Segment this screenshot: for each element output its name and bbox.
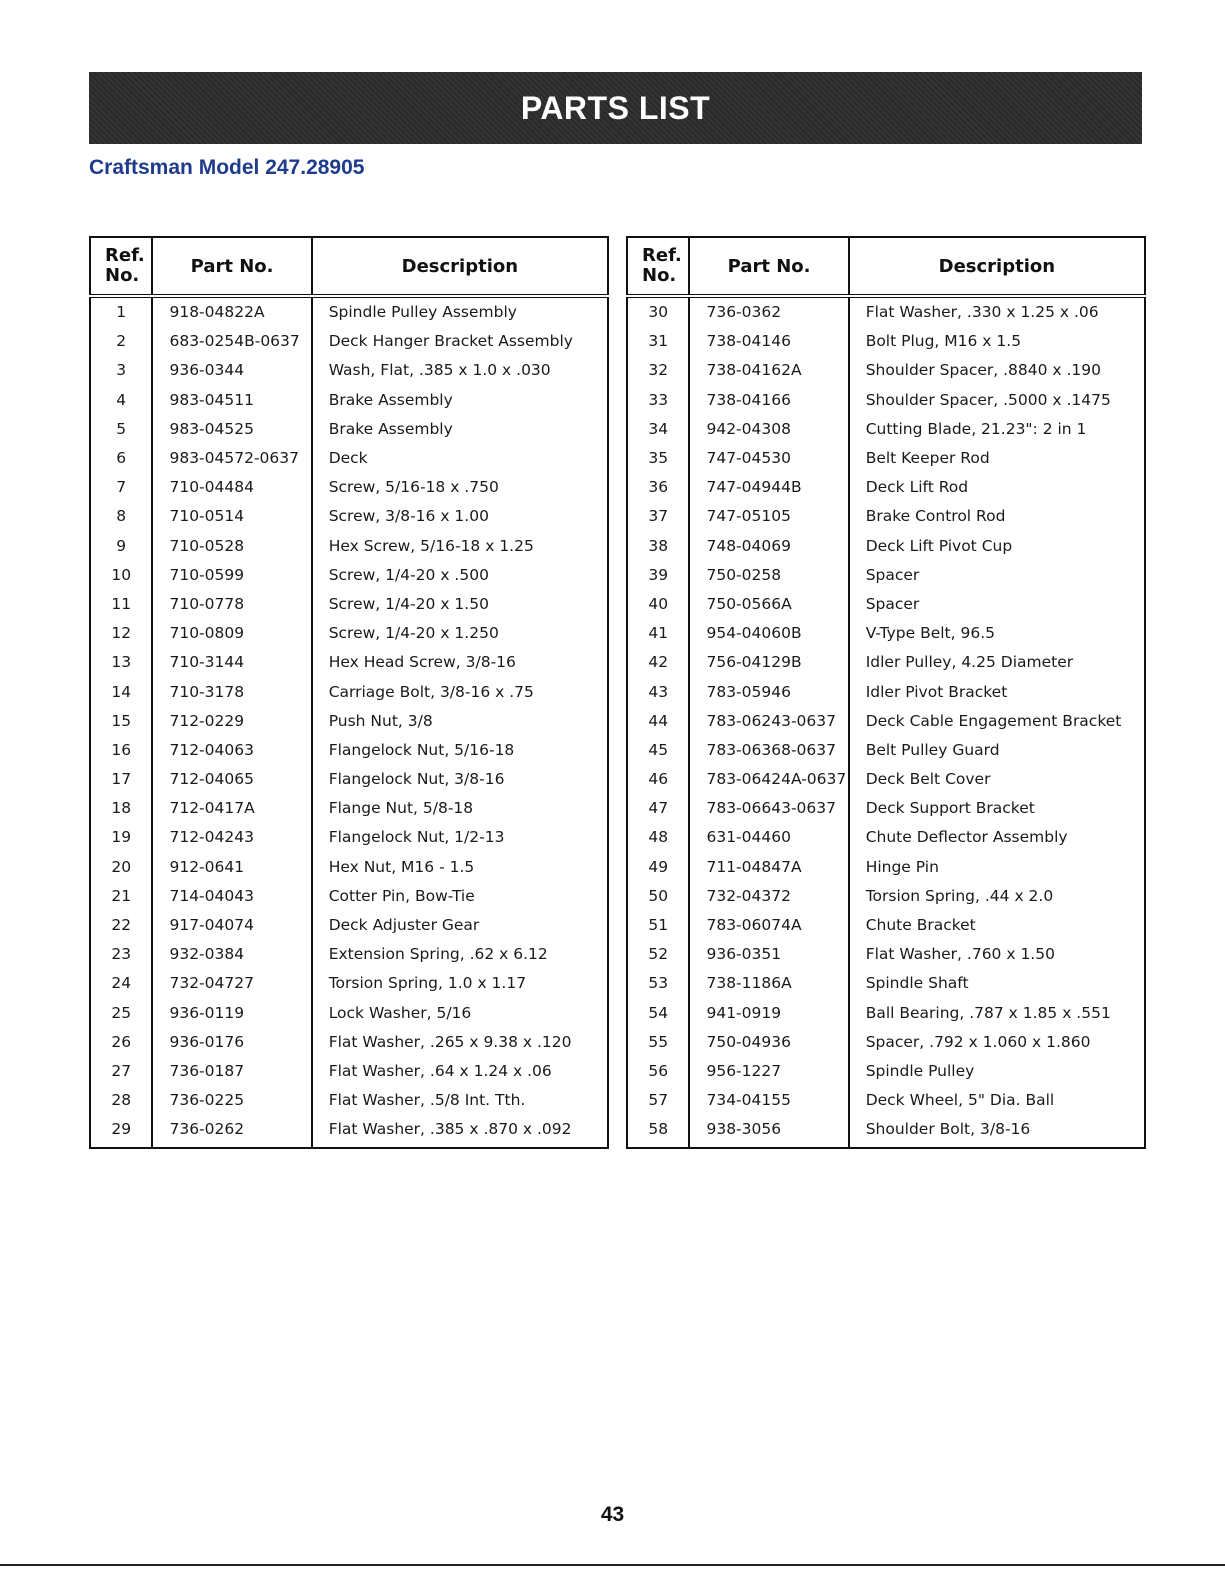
table-row — [627, 386, 1145, 415]
table-row — [627, 1028, 1145, 1057]
description-cell: Wash, Flat, .385 x 1.0 x .030 — [312, 356, 608, 385]
table-row — [90, 882, 608, 911]
ref-no-cell: 54 — [648, 1003, 669, 1022]
table-row — [90, 296, 608, 327]
part-no-cell: 936-0344 — [152, 356, 311, 385]
part-no-cell: 912-0641 — [152, 853, 311, 882]
ref-no-cell: 45 — [648, 740, 669, 759]
description-cell: Flat Washer, .5/8 Int. Tth. — [312, 1086, 608, 1115]
table-row — [90, 444, 608, 473]
part-no-cell: 783-06643-0637 — [689, 794, 848, 823]
description-cell: Flat Washer, .330 x 1.25 x .06 — [849, 296, 1145, 327]
part-no-header: Part No. — [152, 237, 311, 296]
description-cell: Flangelock Nut, 5/16-18 — [312, 736, 608, 765]
table-row — [90, 415, 608, 444]
table-row — [627, 1115, 1145, 1148]
description-cell: Brake Assembly — [312, 415, 608, 444]
description-cell: Flat Washer, .64 x 1.24 x .06 — [312, 1057, 608, 1086]
part-no-cell: 732-04727 — [152, 969, 311, 998]
part-no-cell: 710-0778 — [152, 590, 311, 619]
ref-no-cell: 44 — [648, 711, 669, 730]
description-cell: Flangelock Nut, 1/2-13 — [312, 823, 608, 852]
table-row — [90, 473, 608, 502]
description-cell: Deck Lift Rod — [849, 473, 1145, 502]
ref-no-cell: 6 — [116, 449, 127, 468]
ref-no-cell: 8 — [116, 507, 127, 526]
part-no-cell: 932-0384 — [152, 940, 311, 969]
table-row — [627, 532, 1145, 561]
ref-no-header: Ref. No. — [627, 237, 689, 296]
part-no-cell: 738-1186A — [689, 969, 848, 998]
description-cell: Spindle Pulley Assembly — [312, 296, 608, 327]
description-cell: Torsion Spring, 1.0 x 1.17 — [312, 969, 608, 998]
table-row — [90, 999, 608, 1028]
table-header-row — [90, 237, 608, 296]
part-no-cell: 736-0225 — [152, 1086, 311, 1115]
ref-no-cell: 46 — [648, 770, 669, 789]
part-no-cell: 711-04847A — [689, 853, 848, 882]
description-cell: Idler Pulley, 4.25 Diameter — [849, 648, 1145, 677]
description-cell: Extension Spring, .62 x 6.12 — [312, 940, 608, 969]
part-no-cell: 917-04074 — [152, 911, 311, 940]
table-row — [90, 1057, 608, 1086]
ref-no-cell: 32 — [648, 361, 669, 380]
part-no-cell: 941-0919 — [689, 999, 848, 1028]
description-cell: Chute Deflector Assembly — [849, 823, 1145, 852]
description-cell: Spacer — [849, 590, 1145, 619]
table-row — [627, 911, 1145, 940]
part-no-cell: 747-04530 — [689, 444, 848, 473]
ref-no-cell: 36 — [648, 478, 669, 497]
part-no-cell: 983-04511 — [152, 386, 311, 415]
description-cell: Deck Wheel, 5" Dia. Ball — [849, 1086, 1145, 1115]
description-cell: Deck Support Bracket — [849, 794, 1145, 823]
table-row — [90, 1086, 608, 1115]
part-no-cell: 783-06368-0637 — [689, 736, 848, 765]
description-cell: Brake Control Rod — [849, 502, 1145, 531]
table-row — [627, 736, 1145, 765]
ref-no-cell: 1 — [116, 303, 127, 322]
description-cell: Spindle Shaft — [849, 969, 1145, 998]
ref-no-cell: 38 — [648, 536, 669, 555]
part-no-cell: 983-04572-0637 — [152, 444, 311, 473]
table-row — [627, 794, 1145, 823]
part-no-cell: 956-1227 — [689, 1057, 848, 1086]
table-row — [90, 386, 608, 415]
table-row — [90, 502, 608, 531]
description-cell: Screw, 1/4-20 x .500 — [312, 561, 608, 590]
table-row — [627, 853, 1145, 882]
part-no-cell: 710-04484 — [152, 473, 311, 502]
ref-no-cell: 17 — [111, 770, 132, 789]
part-no-cell: 712-04063 — [152, 736, 311, 765]
table-row — [627, 296, 1145, 327]
description-cell: Hex Head Screw, 3/8-16 — [312, 648, 608, 677]
description-cell: Hex Screw, 5/16-18 x 1.25 — [312, 532, 608, 561]
page-title: PARTS LIST — [520, 89, 711, 126]
part-no-cell: 712-04065 — [152, 765, 311, 794]
ref-no-cell: 48 — [648, 828, 669, 847]
description-cell: Flange Nut, 5/8-18 — [312, 794, 608, 823]
table-row — [627, 356, 1145, 385]
description-cell: Flangelock Nut, 3/8-16 — [312, 765, 608, 794]
description-cell: Chute Bracket — [849, 911, 1145, 940]
part-no-cell: 936-0176 — [152, 1028, 311, 1057]
ref-no-cell: 7 — [116, 478, 127, 497]
part-no-cell: 942-04308 — [689, 415, 848, 444]
part-no-cell: 712-04243 — [152, 823, 311, 852]
description-cell: Belt Pulley Guard — [849, 736, 1145, 765]
part-no-cell: 983-04525 — [152, 415, 311, 444]
ref-no-cell: 22 — [111, 916, 132, 935]
description-cell: Screw, 1/4-20 x 1.250 — [312, 619, 608, 648]
part-no-cell: 683-0254B-0637 — [152, 327, 311, 356]
description-cell: Brake Assembly — [312, 386, 608, 415]
part-no-cell: 783-06074A — [689, 911, 848, 940]
table-row — [627, 765, 1145, 794]
table-row — [90, 794, 608, 823]
ref-no-cell: 23 — [111, 945, 132, 964]
description-cell: Deck Cable Engagement Bracket — [849, 707, 1145, 736]
table-row — [627, 648, 1145, 677]
table-row — [627, 1086, 1145, 1115]
part-no-cell: 736-0362 — [689, 296, 848, 327]
ref-no-cell: 57 — [648, 1091, 669, 1110]
description-cell: Idler Pivot Bracket — [849, 677, 1145, 706]
table-row — [90, 532, 608, 561]
description-cell: Spacer — [849, 561, 1145, 590]
ref-no-cell: 33 — [648, 390, 669, 409]
description-cell: Flat Washer, .760 x 1.50 — [849, 940, 1145, 969]
title-banner — [89, 72, 1142, 144]
ref-no-cell: 3 — [116, 361, 127, 380]
description-cell: Push Nut, 3/8 — [312, 707, 608, 736]
table-row — [90, 707, 608, 736]
description-header: Description — [849, 237, 1145, 296]
description-cell: Hinge Pin — [849, 853, 1145, 882]
ref-no-cell: 5 — [116, 419, 127, 438]
table-row — [627, 882, 1145, 911]
ref-no-cell: 55 — [648, 1032, 669, 1051]
description-cell: Deck Adjuster Gear — [312, 911, 608, 940]
table-row — [90, 1115, 608, 1148]
ref-no-cell: 10 — [111, 565, 132, 584]
part-no-cell: 738-04166 — [689, 386, 848, 415]
table-row — [90, 356, 608, 385]
table-row — [627, 561, 1145, 590]
page-number: 43 — [600, 1503, 625, 1526]
description-header: Description — [312, 237, 608, 296]
description-cell: Cutting Blade, 21.23": 2 in 1 — [849, 415, 1145, 444]
description-cell: Deck — [312, 444, 608, 473]
part-no-cell: 710-0599 — [152, 561, 311, 590]
table-body — [90, 296, 608, 1148]
ref-no-cell: 58 — [648, 1120, 669, 1139]
description-cell: Ball Bearing, .787 x 1.85 x .551 — [849, 999, 1145, 1028]
ref-no-cell: 26 — [111, 1032, 132, 1051]
ref-no-cell: 41 — [648, 624, 669, 643]
part-no-cell: 710-3144 — [152, 648, 311, 677]
part-no-cell: 750-0566A — [689, 590, 848, 619]
ref-no-cell: 20 — [111, 857, 132, 876]
table-row — [90, 1028, 608, 1057]
table-row — [90, 677, 608, 706]
description-cell: Spacer, .792 x 1.060 x 1.860 — [849, 1028, 1145, 1057]
table-row — [90, 765, 608, 794]
ref-no-cell: 16 — [111, 740, 132, 759]
ref-no-cell: 15 — [111, 711, 132, 730]
part-no-cell: 710-0528 — [152, 532, 311, 561]
ref-no-cell: 42 — [648, 653, 669, 672]
part-no-cell: 756-04129B — [689, 648, 848, 677]
description-cell: Screw, 3/8-16 x 1.00 — [312, 502, 608, 531]
ref-no-cell: 12 — [111, 624, 132, 643]
ref-no-cell: 40 — [648, 594, 669, 613]
table-row — [627, 940, 1145, 969]
table-row — [90, 940, 608, 969]
description-cell: Screw, 5/16-18 x .750 — [312, 473, 608, 502]
ref-no-cell: 51 — [648, 916, 669, 935]
part-no-cell: 712-0229 — [152, 707, 311, 736]
table-row — [627, 444, 1145, 473]
ref-no-cell: 24 — [111, 974, 132, 993]
table-row — [627, 677, 1145, 706]
ref-no-cell: 34 — [648, 419, 669, 438]
ref-no-cell: 18 — [111, 799, 132, 818]
ref-no-cell: 4 — [116, 390, 127, 409]
ref-no-cell: 31 — [648, 332, 669, 351]
table-row — [90, 823, 608, 852]
part-no-cell: 750-0258 — [689, 561, 848, 590]
part-no-cell: 734-04155 — [689, 1086, 848, 1115]
part-no-cell: 712-0417A — [152, 794, 311, 823]
ref-no-cell: 30 — [648, 303, 669, 322]
table-header-row — [627, 237, 1145, 296]
part-no-cell: 936-0351 — [689, 940, 848, 969]
part-no-cell: 747-05105 — [689, 502, 848, 531]
bottom-divider — [0, 1564, 1225, 1566]
part-no-cell: 738-04146 — [689, 327, 848, 356]
table-row — [627, 415, 1145, 444]
table-row — [90, 736, 608, 765]
description-cell: Torsion Spring, .44 x 2.0 — [849, 882, 1145, 911]
table-row — [90, 327, 608, 356]
ref-no-cell: 14 — [111, 682, 132, 701]
part-no-cell: 938-3056 — [689, 1115, 848, 1148]
description-cell: Flat Washer, .265 x 9.38 x .120 — [312, 1028, 608, 1057]
ref-no-cell: 29 — [111, 1120, 132, 1139]
description-cell: Shoulder Spacer, .5000 x .1475 — [849, 386, 1145, 415]
ref-no-cell: 47 — [648, 799, 669, 818]
table-body — [627, 296, 1145, 1148]
table-row — [627, 707, 1145, 736]
description-cell: Screw, 1/4-20 x 1.50 — [312, 590, 608, 619]
ref-no-cell: 11 — [111, 594, 132, 613]
ref-no-cell: 19 — [111, 828, 132, 847]
description-cell: Deck Belt Cover — [849, 765, 1145, 794]
table-row — [90, 590, 608, 619]
ref-no-cell: 37 — [648, 507, 669, 526]
table-row — [90, 911, 608, 940]
table-row — [90, 648, 608, 677]
part-no-cell: 714-04043 — [152, 882, 311, 911]
part-no-cell: 736-0262 — [152, 1115, 311, 1148]
parts-table-right — [626, 236, 1146, 1149]
table-row — [627, 327, 1145, 356]
description-cell: Hex Nut, M16 - 1.5 — [312, 853, 608, 882]
part-no-cell: 738-04162A — [689, 356, 848, 385]
description-cell: Flat Washer, .385 x .870 x .092 — [312, 1115, 608, 1148]
ref-no-cell: 49 — [648, 857, 669, 876]
table-row — [90, 969, 608, 998]
ref-no-cell: 39 — [648, 565, 669, 584]
ref-no-cell: 56 — [648, 1061, 669, 1080]
description-cell: Lock Washer, 5/16 — [312, 999, 608, 1028]
table-row — [627, 823, 1145, 852]
description-cell: Bolt Plug, M16 x 1.5 — [849, 327, 1145, 356]
part-no-cell: 783-06243-0637 — [689, 707, 848, 736]
part-no-cell: 736-0187 — [152, 1057, 311, 1086]
ref-no-cell: 27 — [111, 1061, 132, 1080]
ref-no-cell: 35 — [648, 449, 669, 468]
table-row — [90, 853, 608, 882]
description-cell: Shoulder Spacer, .8840 x .190 — [849, 356, 1145, 385]
table-row — [90, 619, 608, 648]
table-row — [627, 502, 1145, 531]
table-row — [627, 619, 1145, 648]
part-no-cell: 936-0119 — [152, 999, 311, 1028]
parts-table-left — [89, 236, 609, 1149]
part-no-cell: 710-3178 — [152, 677, 311, 706]
part-no-cell: 750-04936 — [689, 1028, 848, 1057]
part-no-cell: 732-04372 — [689, 882, 848, 911]
part-no-cell: 783-05946 — [689, 677, 848, 706]
ref-no-cell: 13 — [111, 653, 132, 672]
part-no-cell: 631-04460 — [689, 823, 848, 852]
part-no-header: Part No. — [689, 237, 848, 296]
description-cell: Deck Lift Pivot Cup — [849, 532, 1145, 561]
table-row — [627, 473, 1145, 502]
ref-no-cell: 2 — [116, 332, 127, 351]
ref-no-cell: 9 — [116, 536, 127, 555]
ref-no-cell: 28 — [111, 1091, 132, 1110]
ref-no-cell: 53 — [648, 974, 669, 993]
part-no-cell: 747-04944B — [689, 473, 848, 502]
part-no-cell: 710-0514 — [152, 502, 311, 531]
description-cell: Spindle Pulley — [849, 1057, 1145, 1086]
ref-no-cell: 21 — [111, 886, 132, 905]
description-cell: Carriage Bolt, 3/8-16 x .75 — [312, 677, 608, 706]
ref-no-cell: 52 — [648, 945, 669, 964]
part-no-cell: 783-06424A-0637 — [689, 765, 848, 794]
table-row — [627, 590, 1145, 619]
table-row — [90, 561, 608, 590]
description-cell: Deck Hanger Bracket Assembly — [312, 327, 608, 356]
table-row — [627, 999, 1145, 1028]
ref-no-cell: 50 — [648, 886, 669, 905]
ref-no-cell: 43 — [648, 682, 669, 701]
part-no-cell: 918-04822A — [152, 296, 311, 327]
description-cell: Shoulder Bolt, 3/8-16 — [849, 1115, 1145, 1148]
part-no-cell: 954-04060B — [689, 619, 848, 648]
ref-no-cell: 25 — [111, 1003, 132, 1022]
part-no-cell: 748-04069 — [689, 532, 848, 561]
table-row — [627, 1057, 1145, 1086]
table-row — [627, 969, 1145, 998]
description-cell: Belt Keeper Rod — [849, 444, 1145, 473]
ref-no-header: Ref. No. — [90, 237, 152, 296]
description-cell: Cotter Pin, Bow-Tie — [312, 882, 608, 911]
model-subtitle: Craftsman Model 247.28905 — [89, 156, 365, 179]
part-no-cell: 710-0809 — [152, 619, 311, 648]
description-cell: V-Type Belt, 96.5 — [849, 619, 1145, 648]
